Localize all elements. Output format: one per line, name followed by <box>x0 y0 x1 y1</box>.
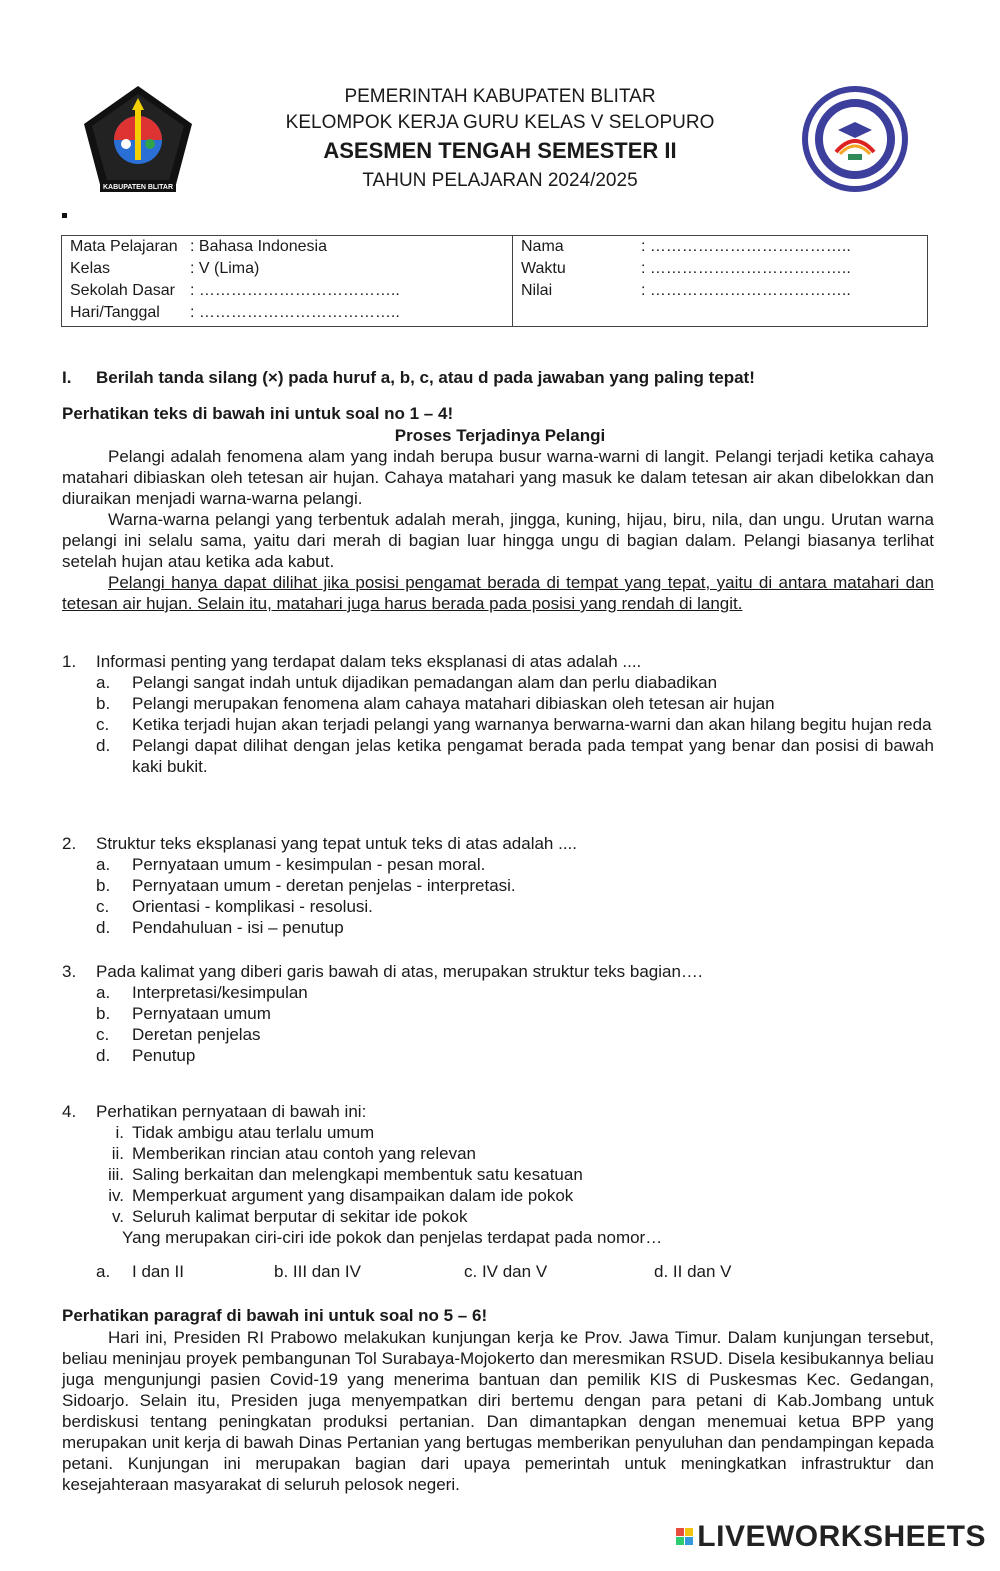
info-school[interactable]: Sekolah Dasar : ……………………………….. <box>70 282 400 299</box>
passage-1-underlined-paragraph: Pelangi hanya dapat dilihat jika posisi pengamat berada di tempat yang tepat, yaitu di antara matahari dan tetesan air hujan. Selain itu, matahari juga harus berada pada posisi yang rendah di langit. <box>62 573 934 613</box>
statement-item: v. Seluruh kalimat berputar di sekitar ide pokok <box>112 1207 468 1226</box>
answer-option[interactable]: c. IV dan V <box>464 1262 548 1281</box>
answer-option[interactable]: I dan II <box>132 1262 184 1281</box>
header-government: PEMERINTAH KABUPATEN BLITAR <box>344 86 656 107</box>
info-score[interactable]: Nilai : ……………………………….. <box>521 282 851 299</box>
passage-2-intro: Perhatikan paragraf di bawah ini untuk soal no 5 – 6! <box>62 1306 488 1325</box>
page-title: ASESMEN TENGAH SEMESTER II <box>323 138 677 163</box>
answer-option[interactable]: b. Pernyataan umum <box>96 1004 271 1023</box>
question-4-prompt: Yang merupakan ciri-ciri ide pokok dan penjelas terdapat pada nomor… <box>122 1228 663 1247</box>
section-instruction: I. Berilah tanda silang (×) pada huruf a, b, c, atau d pada jawaban yang paling tepat! <box>62 368 755 387</box>
question-stem: 2. Struktur teks eksplanasi yang tepat untuk teks di atas adalah .... <box>62 834 577 853</box>
answer-option[interactable]: c. Deretan penjelas <box>96 1025 261 1044</box>
question-2 <box>62 833 934 938</box>
academic-year: TAHUN PELAJARAN 2024/2025 <box>362 170 638 191</box>
info-time[interactable]: Waktu : ……………………………….. <box>521 260 851 277</box>
info-name[interactable]: Nama : ……………………………….. <box>521 238 851 255</box>
answer-option[interactable]: a. Pernyataan umum - kesimpulan - pesan moral. <box>96 855 486 874</box>
info-date[interactable]: Hari/Tanggal : ……………………………….. <box>70 304 400 321</box>
statement-item: i. Tidak ambigu atau terlalu umum <box>115 1123 375 1142</box>
question-stem: 1. Informasi penting yang terdapat dalam teks eksplanasi di atas adalah .... <box>62 652 642 671</box>
answer-options-row <box>62 1261 934 1282</box>
passage-1-title: Proses Terjadinya Pelangi <box>394 426 606 445</box>
passage-1-paragraph: Pelangi adalah fenomena alam yang indah berupa busur warna-warni di langit. Pelangi terjadi ketika cahaya matahari dibiaskan oleh tetesan air hujan. Cahaya matahari yang masuk ke dalam tetesan air akan dibelokkan dan diuraikan menjadi warna-warna pelangi. <box>62 447 934 508</box>
answer-option[interactable]: a. Interpretasi/kesimpulan <box>96 983 308 1002</box>
answer-option[interactable]: d. Pendahuluan - isi – penutup <box>96 918 344 937</box>
info-box-divider <box>512 236 513 326</box>
question-3 <box>62 961 934 1066</box>
info-subject: Mata Pelajaran : Bahasa Indonesia <box>70 238 327 255</box>
info-class: Kelas : V (Lima) <box>70 260 260 277</box>
passage-1-body <box>62 446 934 614</box>
passage-2-paragraph: Hari ini, Presiden RI Prabowo melakukan kunjungan kerja ke Prov. Jawa Timur. Dalam kunjungan tersebut, beliau meninjau proyek pembangunan Tol Surabaya-Mojokerto dan meresmikan RSUD. Disela kesibukannya beliau juga mengunjungi pasien Covid-19 yang menerima bantuan dan pemilik KIS di Puskesmas Kec. Gedangan, Sidoarjo. Selain itu, Presiden juga menyempatkan diri bertemu dengan para petani di Kab.Jombang untuk berdiskusi tentang peningkatan produksi pertanian. Dan dimantapkan dengan menemuai ketua BPP yang merupakan unit kerja di bawah Dinas Pertanian yang bertugas memberikan penyuluhan dan pendampingan kepada petani. Kunjungan ini merupakan bagian dari upaya pemerintah untuk meningkatkan infrastruktur dan kesejahteraan masyarakat di seluruh pelosok negeri. <box>62 1328 934 1494</box>
kabupaten-blitar-logo <box>80 84 196 196</box>
statement-item: iv. Memperkuat argument yang disampaikan dalam ide pokok <box>108 1186 574 1205</box>
bullet-mark <box>62 213 67 218</box>
answer-option[interactable]: d. Penutup <box>96 1046 196 1065</box>
liveworksheets-icon <box>676 1528 693 1545</box>
answer-option[interactable]: d. Pelangi dapat dilihat dengan jelas ketika pengamat berada pada tempat yang benar dan posisi di bawah kaki bukit. <box>96 736 934 776</box>
answer-option[interactable]: a. Pelangi sangat indah untuk dijadikan pemadangan alam dan perlu diabadikan <box>96 673 718 692</box>
answer-option[interactable]: c. Ketika terjadi hujan akan terjadi pelangi yang warnanya berwarna-warni dan akan hilang begitu hujan reda <box>96 715 932 734</box>
question-stem: 3. Pada kalimat yang diberi garis bawah di atas, merupakan struktur teks bagian…. <box>62 962 703 981</box>
student-info-box <box>61 235 928 327</box>
liveworksheets-watermark: LIVEWORKSHEETS <box>676 1526 986 1547</box>
passage-1-intro: Perhatikan teks di bawah ini untuk soal no 1 – 4! <box>62 404 454 423</box>
answer-option[interactable]: d. II dan V <box>654 1262 732 1281</box>
answer-option[interactable]: b. III dan IV <box>274 1262 361 1281</box>
passage-1-paragraph: Warna-warna pelangi yang terbentuk adalah merah, jingga, kuning, hijau, biru, nila, dan ungu. Urutan warna pelangi ini selalu sama, yaitu dari merah di bagian luar hingga ungu di bagian dalam. Pelangi biasanya terlihat setelah hujan atau ketika ada kabut. <box>62 510 934 571</box>
question-4 <box>62 1101 934 1282</box>
statement-item: ii. Memberikan rincian atau contoh yang relevan <box>111 1144 476 1163</box>
answer-option[interactable]: b. Pelangi merupakan fenomena alam cahaya matahari dibiaskan oleh tetesan air hujan <box>96 694 775 713</box>
logo-caption: KABUPATEN BLITAR <box>103 184 173 191</box>
answer-option[interactable]: c. Orientasi - komplikasi - resolusi. <box>96 897 373 916</box>
question-stem: 4. Perhatikan pernyataan di bawah ini: <box>62 1102 367 1121</box>
statement-item: iii. Saling berkaitan dan melengkapi membentuk satu kesatuan <box>107 1165 583 1184</box>
question-1 <box>62 651 934 777</box>
answer-option[interactable]: b. Pernyataan umum - deretan penjelas - interpretasi. <box>96 876 516 895</box>
header-working-group: KELOMPOK KERJA GURU KELAS V SELOPURO <box>285 112 715 133</box>
kkg-selopuro-seal <box>800 84 910 194</box>
answer-option-label: a. <box>96 1262 111 1281</box>
passage-2-body <box>62 1327 934 1495</box>
